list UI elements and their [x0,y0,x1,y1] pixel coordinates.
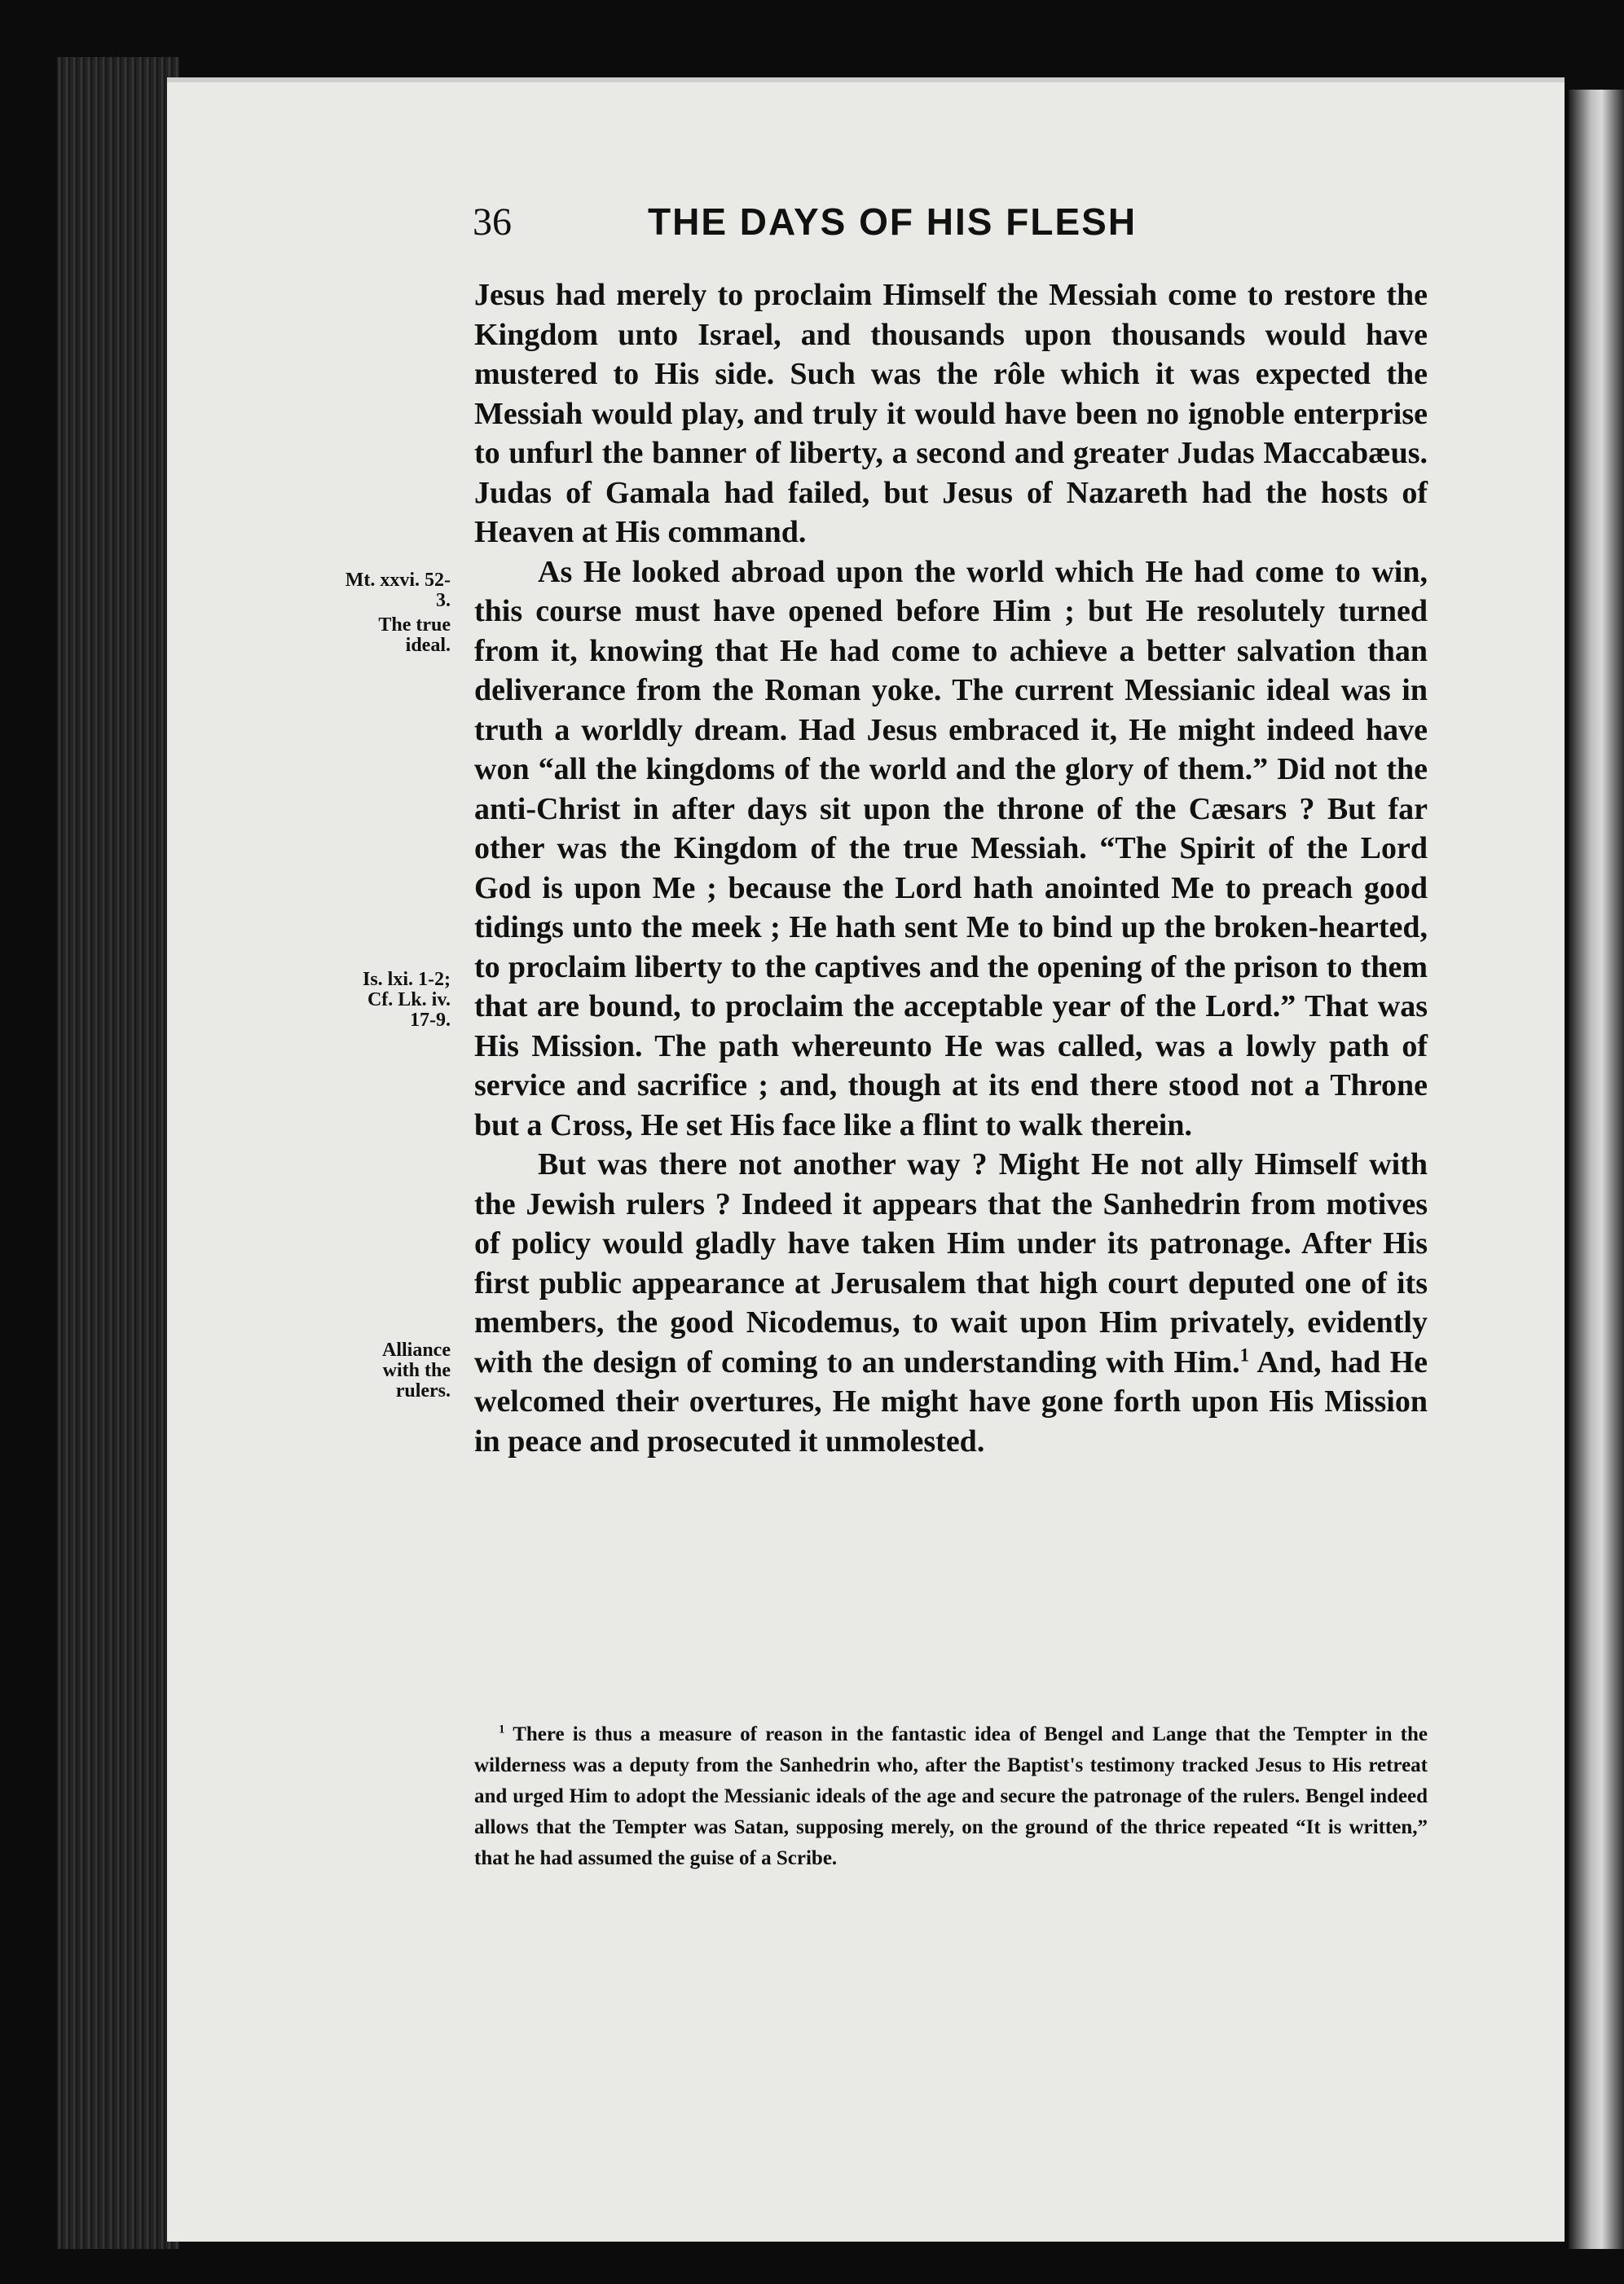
book-spine-edge [57,57,179,2249]
margin-note-true-ideal: The true ideal. [378,614,451,656]
footnote [474,1719,1428,1874]
paragraph-1: Jesus had merely to proclaim Himself the Messiah come to restore the Kingdom unto Israel, and thousands upon thousands would have mustered to His side. Such was the rôle which it was expected the Messiah would play, and truly it would have been no ignoble enterprise to unfurl the banner of liberty, a second and greater Judas Maccabæus. Judas of Gamala had failed, but Jesus of Nazareth had the hosts of Heaven at His command. [474,278,1428,549]
paragraph-2: As He looked abroad upon the world which He had come to win, this course must have opened before Him ; but He resolutely turned from it, knowing that He had come to achieve a better salvation than deliverance from the Roman yoke. The current Messianic ideal was in truth a worldly dream. Had Jesus embraced it, He might indeed have won “all the kingdoms of the world and the glory of them.” Did not the anti-Christ in after days sit upon the throne of the Cæsars ? But far other was the Kingdom of the true Messiah. “The Spirit of the Lord God is upon Me ; because the Lord hath anointed Me to preach good tidings unto the meek ; He hath sent Me to bind up the broken-hearted, to proclaim liberty to the captives and the opening of the prison to them that are bound, to proclaim the acceptable year of the Lord.” That was His Mission. The path whereunto He was called, was a lowly path of service and sacrifice ; and, though at its end there stood not a Throne but a Cross, He set His face like a flint to walk therein. [474,554,1428,1142]
margin-note-alliance: Alliance with the rulers. [382,1340,451,1402]
paragraph-3-text: But was there not another way ? Might He not ally Himself with the Jewish rulers ? Indeed it appears that the Sanhedrin from motives of policy would gladly have taken Him under its patronage. After His first public appearance at Jerusalem that high court deputed one of its members, the good Nicodemus, to wait upon Him privately, evidently with the design of coming to an understanding with Him. [474,1147,1428,1380]
page-number: 36 [473,200,512,244]
facing-page-edge [1569,90,1624,2249]
paragraph-3 [474,1145,1428,1461]
margin-note-isaiah: Is. lxi. 1-2; Cf. Lk. iv. 17-9. [363,969,451,1031]
margin-note-mt-xxvi: Mt. xxvi. 52-3. [345,570,451,611]
footnote-marker: 1 [499,1723,505,1736]
paragraph-3-end: And, had He welcomed their overtures, He might have gone forth upon His Mission in peace and prosecuted it unmolested. [474,1344,1428,1459]
footnote-text: There is thus a measure of reason in the fantastic idea of Bengel and Lange that the Tempter in the wilderness was a deputy from the Sanhedrin who, after the Baptist's testimony tracked Jesus to His retreat and urged Him to adopt the Messianic ideals of the age and secure the patronage of the rulers. Bengel indeed allows that the Tempter was Satan, supposing merely, on the ground of the thrice repeated “It is written,” that he had assumed the guise of a Scribe. [474,1723,1428,1869]
main-text [474,275,1428,1461]
page-header [473,200,1434,257]
running-head: THE DAYS OF HIS FLESH [648,200,1138,243]
footnote-reference: 1 [1239,1344,1250,1365]
